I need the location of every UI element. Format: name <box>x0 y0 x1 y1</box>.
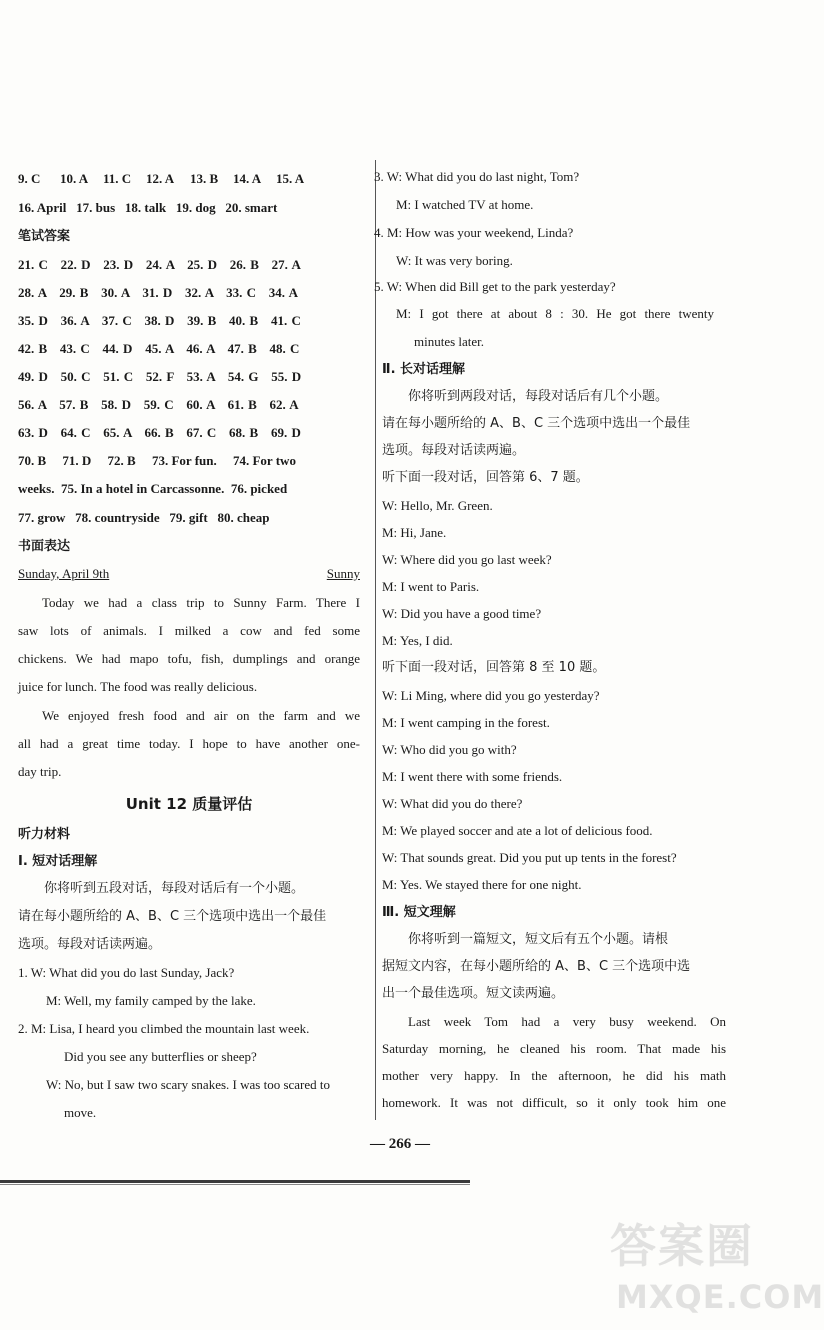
dialogue-line: M: Yes, I did. <box>382 633 453 648</box>
dialogue-line: M: I went camping in the forest. <box>382 715 550 730</box>
answer-row-49: 49. D 50. C 51. C 52. F 53. A 54. G 55. D <box>18 369 302 384</box>
unit-title: Unit 12 质量评估 <box>125 795 253 813</box>
section-3-instruction: 你将听到一篇短文，短文后有五个小题。请根 <box>408 932 669 947</box>
answer-11: 11. C <box>103 171 132 186</box>
section-2-instruction: 选项。每段对话读两遍。 <box>382 443 526 458</box>
dialogue-line: 2. M: Lisa, I heard you climbed the mountain last week. <box>18 1021 310 1036</box>
dialogue-line: 1. W: What did you do last Sunday, Jack? <box>18 965 235 980</box>
dialogue-line: W: Did you have a good time? <box>382 606 542 621</box>
answer-row-70: 70. B 71. D 72. B 73. For fun. 74. For two <box>18 453 296 468</box>
passage-line: homework. It was not difficult, so it only took him one <box>382 1095 726 1110</box>
section-3-instruction: 出一个最佳选项。短文读两遍。 <box>382 986 565 1001</box>
diary-line: day trip. <box>18 764 62 779</box>
listening-material-title: 听力材料 <box>18 827 71 842</box>
dialogue-line: W: That sounds great. Did you put up tents in the forest? <box>382 850 677 865</box>
dialogue-line: W: What did you do there? <box>382 796 523 811</box>
diary-line: all had a great time today. I hope to have another one- <box>18 736 360 751</box>
answer-row-28: 28. A 29. B 30. A 31. D 32. A 33. C 34. A <box>18 285 298 300</box>
dialogue-line: W: It was very boring. <box>396 253 513 268</box>
answer-row-77: 77. grow 78. countryside 79. gift 80. cheap <box>18 510 270 525</box>
writing-title: 书面表达 <box>18 539 71 554</box>
dialogue-line: minutes later. <box>414 334 485 349</box>
dialogue-1-intro: 听下面一段对话，回答第 6、7 题。 <box>382 470 589 485</box>
answer-9: 9. C <box>18 171 41 186</box>
section-1-instruction: 你将听到五段对话，每段对话后有一个小题。 <box>44 881 305 896</box>
section-1-title: Ⅰ. 短对话理解 <box>18 854 98 869</box>
column-divider <box>375 160 376 1120</box>
dialogue-line: W: Who did you go with? <box>382 742 517 757</box>
diary-header <box>18 565 360 582</box>
dialogue-line: M: I went there with some friends. <box>382 769 563 784</box>
answer-14: 14. A <box>233 171 262 186</box>
dialogue-line: 3. W: What did you do last night, Tom? <box>374 169 580 184</box>
answer-10: 10. A <box>60 171 89 186</box>
answer-row-16-20: 16. April 17. bus 18. talk 19. dog 20. smart <box>18 200 278 215</box>
passage-line: mother very happy. In the afternoon, he did his math <box>382 1068 726 1083</box>
diary-line: saw lots of animals. I milked a cow and fed some <box>18 623 360 638</box>
dialogue-line: M: Yes. We stayed there for one night. <box>382 877 582 892</box>
section-3-title: Ⅲ. 短文理解 <box>382 905 456 920</box>
diary-weather: Sunny <box>326 566 360 581</box>
watermark-url: MXQE.COM <box>616 1278 824 1316</box>
dialogue-line: W: Hello, Mr. Green. <box>382 498 493 513</box>
dialogue-line: M: I went to Paris. <box>382 579 480 594</box>
footer-rule-thin <box>0 1184 470 1185</box>
dialogue-line: M: Well, my family camped by the lake. <box>46 993 256 1008</box>
answer-row-70-cont: weeks. 75. In a hotel in Carcassonne. 76. picked <box>18 481 288 496</box>
section-2-instruction: 你将听到两段对话，每段对话后有几个小题。 <box>408 389 669 404</box>
section-2-instruction: 请在每小题所给的 A、B、C 三个选项中选出一个最佳 <box>382 416 691 431</box>
dialogue-line: M: Hi, Jane. <box>382 525 447 540</box>
dialogue-line: W: Where did you go last week? <box>382 552 552 567</box>
footer-rule <box>0 1180 470 1183</box>
page-number: — 266 — <box>370 1136 430 1152</box>
diary-line: juice for lunch. The food was really delicious. <box>18 679 258 694</box>
answer-12: 12. A <box>146 171 175 186</box>
section-3-instruction: 据短文内容，在每小题所给的 A、B、C 三个选项中选 <box>382 959 691 974</box>
watermark-text: 答案圈 <box>610 1219 754 1273</box>
answer-row-56: 56. A 57. B 58. D 59. C 60. A 61. B 62. A <box>18 397 299 412</box>
answer-row-21: 21. C 22. D 23. D 24. A 25. D 26. B 27. A <box>18 257 301 272</box>
passage-line: Last week Tom had a very busy weekend. On <box>408 1014 726 1029</box>
dialogue-line: W: No, but I saw two scary snakes. I was too scared to <box>46 1077 331 1092</box>
dialogue-line: W: Li Ming, where did you go yesterday? <box>382 688 600 703</box>
answer-15: 15. A <box>276 171 305 186</box>
answer-row-35: 35. D 36. A 37. C 38. D 39. B 40. B 41. C <box>18 313 301 328</box>
diary-line: We enjoyed fresh food and air on the farm and we <box>42 708 360 723</box>
dialogue-line: Did you see any butterflies or sheep? <box>64 1049 257 1064</box>
dialogue-line: M: I watched TV at home. <box>396 197 534 212</box>
dialogue-line: 4. M: How was your weekend, Linda? <box>374 225 574 240</box>
passage-line: Saturday morning, he cleaned his room. That made his <box>382 1041 726 1056</box>
dialogue-2-intro: 听下面一段对话，回答第 8 至 10 题。 <box>382 660 606 675</box>
section-2-title: Ⅱ. 长对话理解 <box>382 362 466 377</box>
answer-row-42: 42. B 43. C 44. D 45. A 46. A 47. B 48. C <box>18 341 300 356</box>
diary-date: Sunday, April 9th <box>18 566 110 581</box>
written-answers-title: 笔试答案 <box>18 229 71 244</box>
section-1-instruction: 选项。每段对话读两遍。 <box>18 937 162 952</box>
dialogue-line: M: I got there at about 8 : 30. He got there twenty <box>396 306 714 321</box>
diary-line: Today we had a class trip to Sunny Farm. There I <box>42 595 360 610</box>
diary-line: chickens. We had mapo tofu, fish, dumplings and orange <box>18 651 360 666</box>
answer-row-63: 63. D 64. C 65. A 66. B 67. C 68. B 69. D <box>18 425 301 440</box>
dialogue-line: move. <box>64 1105 97 1120</box>
dialogue-line: 5. W: When did Bill get to the park yesterday? <box>374 279 616 294</box>
answer-13: 13. B <box>190 171 219 186</box>
watermark-logo <box>610 1210 824 1325</box>
dialogue-line: M: We played soccer and ate a lot of delicious food. <box>382 823 653 838</box>
section-1-instruction: 请在每小题所给的 A、B、C 三个选项中选出一个最佳 <box>18 909 327 924</box>
